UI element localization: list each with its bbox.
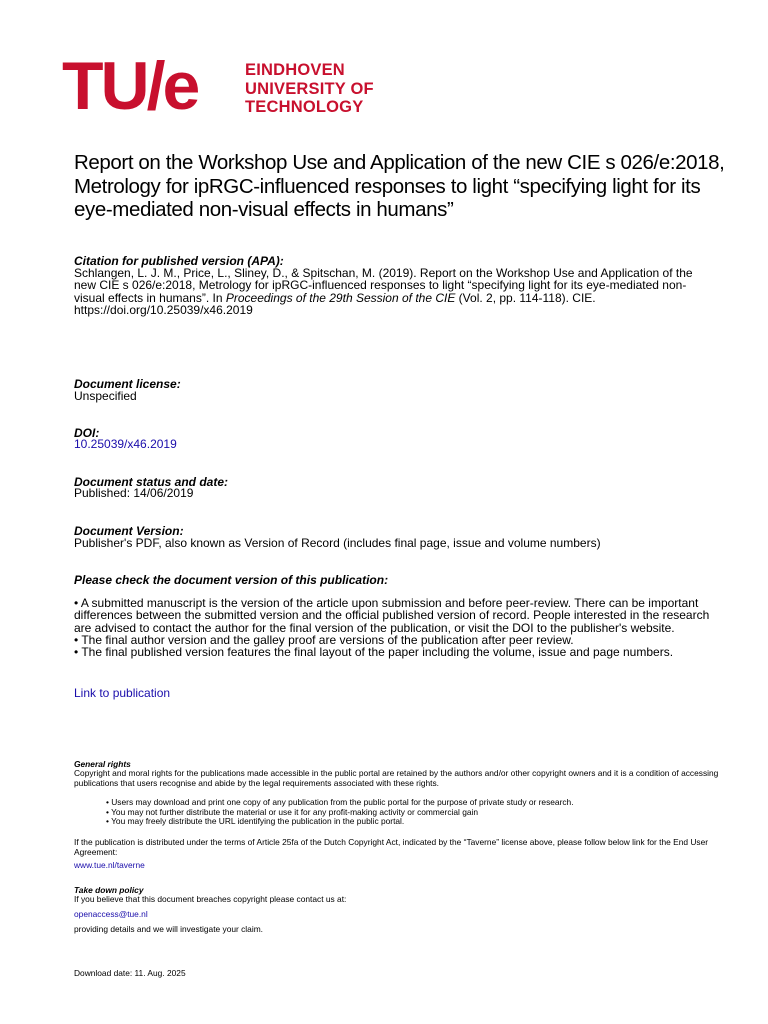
document-title: Report on the Workshop Use and Application of the new CIE s 026/e:2018, Metrology for ipRGC-influenced responses to light “specifying light for its eye-mediated non-visual effects in humans” [74, 151, 725, 221]
general-rights-bullet: • Users may download and print one copy of any publication from the public portal for the purpose of private study or research. [106, 797, 574, 807]
takedown-heading: Take down policy [74, 885, 144, 895]
tue-logo-mark [62, 53, 232, 123]
takedown-text: If you believe that this document breaches copyright please contact us at: [74, 894, 347, 904]
version-label: Document Version: [74, 524, 184, 538]
logo-mark-text: TU/e [62, 53, 198, 123]
check-version-item: • The final published version features the final layout of the paper including the volume, issue and page numbers. [74, 645, 674, 660]
check-version-item: • A submitted manuscript is the version of the article upon submission and before peer-review. There can be important differences between the submitted version and the official published version of record. People interested in the research are advised to contact the author for the final version of the publication, or visit the DOI to the publisher's website. [74, 596, 710, 635]
check-version-heading: Please check the document version of this publication: [74, 573, 389, 587]
university-name-line-1: EINDHOVEN [245, 61, 345, 79]
general-rights-bullets [74, 798, 746, 827]
citation-text-end: (Vol. 2, pp. 114-118). CIE. https://doi.org/10.25039/x46.2019 [74, 290, 596, 318]
general-rights-bullet: • You may not further distribute the material or use it for any profit-making activity or commercial gain [106, 806, 479, 817]
university-name [245, 61, 374, 117]
check-version-list [74, 597, 714, 658]
citation-proceedings: Proceedings of the 29th Session of the CIE [225, 290, 456, 305]
citation-text [74, 267, 714, 317]
taverne-text: If the publication is distributed under the terms of Article 25fa of the Dutch Copyright Act, indicated by the “Taverne” license above, please follow below link for the End User Agreement: [74, 837, 709, 857]
version-value: Publisher's PDF, also known as Version of Record (includes final page, issue and volume numbers) [74, 536, 601, 550]
status-value: Published: 14/06/2019 [74, 486, 194, 500]
takedown-after-text: providing details and we will investigate your claim. [74, 924, 263, 934]
doi-label: DOI: [74, 426, 100, 440]
general-rights-heading: General rights [74, 759, 131, 769]
general-rights-text: Copyright and moral rights for the publications made accessible in the public portal are retained by the authors and/or other copyright owners and it is a condition of accessing publications that users recognise and abide by the legal requirements associated with these rights. [74, 768, 719, 788]
university-name-line-2: UNIVERSITY OF [245, 79, 374, 98]
citation-label: Citation for published version (APA): [74, 254, 284, 268]
download-date: Download date: 11. Aug. 2025 [74, 968, 186, 978]
status-label: Document status and date: [74, 475, 229, 489]
general-rights-bullet: • You may freely distribute the URL identifying the publication in the public portal. [106, 816, 405, 827]
license-label: Document license: [74, 377, 181, 391]
link-to-publication[interactable]: Link to publication [74, 686, 171, 700]
check-version-item: • The final author version and the galley proof are versions of the publication after peer review. [74, 632, 574, 647]
university-name-line-3: TECHNOLOGY [245, 98, 364, 116]
doi-link[interactable]: 10.25039/x46.2019 [74, 437, 177, 451]
citation-text-main: Schlangen, L. J. M., Price, L., Sliney, D., & Spitschan, M. (2019). Report on the Workshop Use and Application of the new CIE s 026/e:2018, Metrology for ipRGC-influenced responses to light “specifying light for its eye-mediated non-visual effects in humans”. In [74, 266, 693, 305]
takedown-email-link[interactable]: openaccess@tue.nl [74, 909, 148, 919]
taverne-link[interactable]: www.tue.nl/taverne [74, 860, 145, 870]
license-value: Unspecified [74, 389, 137, 403]
